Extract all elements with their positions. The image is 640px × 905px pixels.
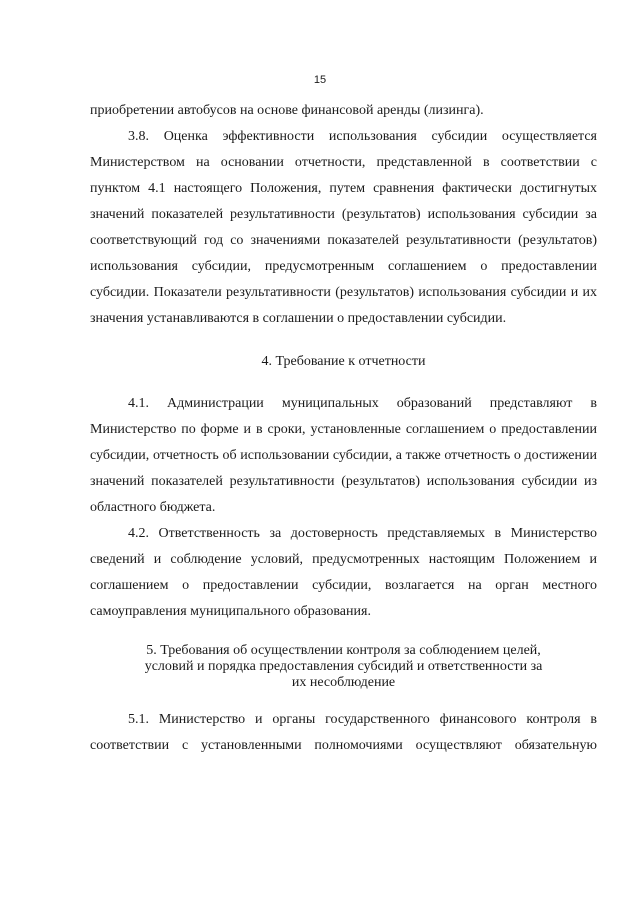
paragraph-5-1: 5.1. Министерство и органы государственного финансового контроля в соответствии с установленными полномочиями осуществляют обязательную [90, 712, 597, 753]
paragraph-4-1: 4.1. Администрации муниципальных образований представляют в Министерство по форме и в сроки, установленные соглашением о предоставлении субсидии, отчетность об использовании субсидии, а также отчетность о достижении значений показателей результативности (результатов) использования субсидии из областного бюджета. [90, 396, 597, 515]
section-4-heading: 4. Требование к отчетности [261, 354, 426, 369]
paragraph-4-2: 4.2. Ответственность за достоверность представляемых в Министерство сведений и соблюдение условий, предусмотренных настоящим Положением и соглашением о предоставлении субсидии, возлагается на орган местного самоуправления муниципального образования. [90, 526, 597, 619]
section-5-heading: 5. Требования об осуществлении контроля за соблюдением целей, условий и порядка предоставления субсидий и ответственности за их несоблюдение [144, 643, 543, 690]
paragraph-continuation: приобретении автобусов на основе финансовой аренды (лизинга). [90, 103, 484, 118]
document-body [90, 98, 597, 759]
paragraph-3-8: 3.8. Оценка эффективности использования субсидии осуществляется Министерством на основании отчетности, представленной в соответствии с пунктом 4.1 настоящего Положения, путем сравнения фактически достигнутых значений показателей результативности (результатов) использования субсидии за соответствующий год со значениями показателей результативности (результатов) использования субсидии, предусмотренным соглашением о предоставлении субсидии. Показатели результативности (результатов) использования субсидии и их значения устанавливаются в соглашении о предоставлении субсидии. [90, 129, 597, 326]
page-number: 15 [313, 74, 327, 86]
